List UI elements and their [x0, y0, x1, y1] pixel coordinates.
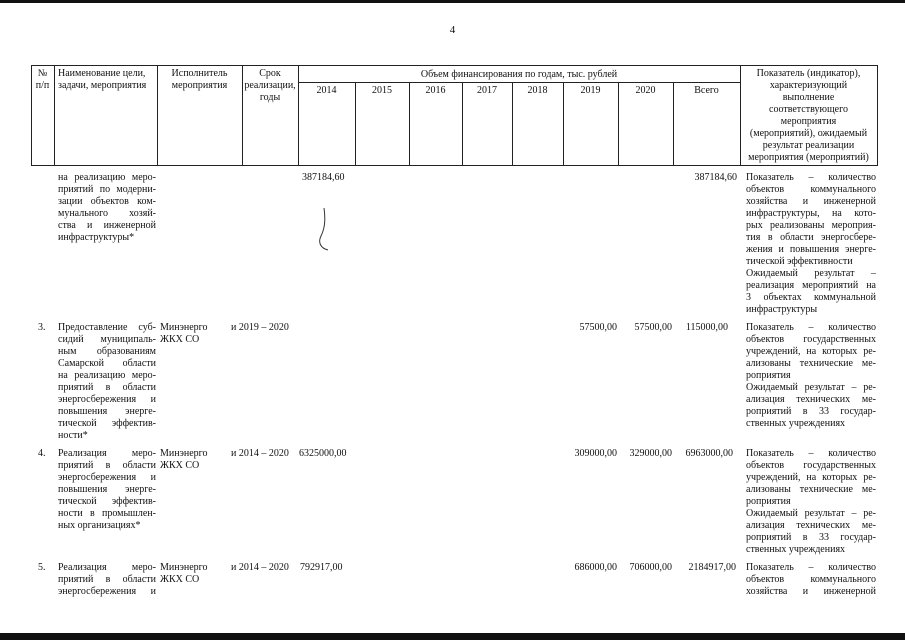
text-line: реализация мероприятий на [746, 280, 876, 291]
text-line: ализованы технические ме- [746, 484, 876, 495]
header-executor-line1: Исполнитель [171, 68, 228, 79]
page-number: 4 [449, 24, 456, 36]
value-2020: 706000,00 [629, 562, 672, 573]
text-line: объектов коммунального [746, 574, 876, 585]
text-line: 3 объектах коммунальной [746, 292, 876, 303]
text-line: инфраструктуры [746, 304, 818, 315]
value-2019: 309000,00 [574, 448, 617, 459]
header-indicator-line3: выполнение [782, 92, 835, 103]
header-year-2019: 2019 [580, 85, 601, 96]
text-line: Показатель – количество [746, 322, 876, 333]
header-funding-title: Объем финансирования по годам, тыс. рублей [420, 69, 618, 80]
text-line: ным образованиям [58, 346, 156, 357]
text-line: инфраструктуры, на кото- [746, 208, 876, 219]
text-line: ных организациях* [58, 520, 141, 531]
text-line: приятий в области [58, 574, 156, 585]
text-line: инфраструктуры* [58, 232, 135, 243]
header-indicator-line1: Показатель (индикатор), [756, 68, 861, 79]
value-total: 387184,60 [694, 172, 737, 183]
header-num-line1: № [37, 68, 48, 79]
executor-line2: ЖКХ СО [160, 460, 200, 471]
text-line: сидий муниципаль- [58, 334, 156, 345]
executor-line1: Минэнерго [160, 322, 208, 333]
header-period-line2: реализации, [244, 80, 296, 91]
period: и 2019 – 2020 [231, 322, 289, 333]
text-line: повышения энерге- [58, 484, 156, 495]
text-line: роприятий в 33 государ- [746, 532, 876, 543]
text-line: Ожидаемый результат – ре- [746, 508, 876, 519]
row-number: 4. [38, 448, 46, 459]
value-2020: 57500,00 [634, 322, 672, 333]
text-line: энергосбережения и [58, 394, 156, 405]
text-line: ализация технических ме- [746, 394, 876, 405]
text-line: ализация технических ме- [746, 520, 876, 531]
text-line: энергосбережения и [58, 472, 156, 483]
value-total: 6963000,00 [685, 448, 733, 459]
header-year-2015: 2015 [372, 85, 392, 96]
executor-line2: ЖКХ СО [160, 574, 200, 585]
text-line: ализованы технические ме- [746, 358, 876, 369]
header-year-2017: 2017 [477, 85, 497, 96]
text-line: роприятий в 33 государ- [746, 406, 876, 417]
header-indicator-line2: характеризующий [769, 80, 848, 91]
text-line: хозяйства и инженерной [746, 196, 876, 207]
value-total: 2184917,00 [688, 562, 736, 573]
text-line: приятий по модерни- [58, 184, 156, 195]
period: и 2014 – 2020 [231, 562, 289, 573]
text-line: тия в области энергосбере- [746, 232, 876, 243]
executor-line1: Минэнерго [160, 448, 208, 459]
text-line: учреждений, на которых ре- [746, 472, 876, 483]
row-number: 3. [38, 322, 46, 333]
value-total: 115000,00 [685, 322, 728, 333]
header-year-2016: 2016 [425, 85, 446, 96]
header-indicator-line6: (мероприятий), ожидаемый [749, 128, 868, 139]
text-line: приятий в области [58, 460, 156, 471]
header-period-line3: годы [259, 92, 281, 103]
executor-line2: ЖКХ СО [160, 334, 200, 345]
text-line: хозяйства и инженерной [746, 586, 876, 597]
text-line: Самарской области [58, 358, 156, 369]
text-line: Ожидаемый результат – [746, 268, 876, 279]
text-line: ственных учреждениях [746, 544, 846, 555]
text-line: Реализация меро- [58, 448, 156, 459]
header-year-2020: 2020 [635, 85, 656, 96]
text-line: тической эффектив- [58, 418, 156, 429]
text-line: ственных учреждениях [746, 418, 846, 429]
text-line: роприятия [746, 496, 791, 507]
text-line: Показатель – количество [746, 448, 876, 459]
text-line: Предоставление суб- [58, 322, 156, 333]
row-number: 5. [38, 562, 46, 573]
header-num-line2: п/п [35, 80, 50, 91]
header-executor-line2: мероприятия [171, 80, 228, 91]
text-line: Показатель – количество [746, 172, 876, 183]
text-line: энергосбережения и [58, 586, 156, 597]
top-border [0, 0, 905, 3]
text-line: объектов государственных [746, 334, 876, 345]
text-line: жения и повышения энерге- [746, 244, 876, 255]
text-line: зации объектов ком- [58, 196, 156, 207]
header-indicator-line7: результат реализации [762, 140, 855, 151]
bottom-border [0, 633, 905, 640]
value-2019: 686000,00 [574, 562, 617, 573]
period: и 2014 – 2020 [231, 448, 289, 459]
text-line: рых реализованы мероприя- [746, 220, 876, 231]
handwritten-mark [318, 206, 332, 252]
text-line: тической эффектив- [58, 496, 156, 507]
text-line: ности* [58, 430, 88, 441]
value-2014: 387184,60 [302, 172, 345, 183]
value-2014: 6325000,00 [299, 448, 347, 459]
text-line: на реализацию меро- [58, 172, 156, 183]
text-line: роприятия [746, 370, 791, 381]
text-line: приятий в области [58, 382, 156, 393]
value-2020: 329000,00 [629, 448, 672, 459]
text-line: Ожидаемый результат – ре- [746, 382, 876, 393]
text-line: Показатель – количество [746, 562, 876, 573]
text-line: тической эффективности [746, 256, 853, 267]
text-line: ства и инженерной [58, 220, 156, 231]
text-line: повышения энерге- [58, 406, 156, 417]
header-period-line1: Срок [259, 68, 281, 79]
text-line: объектов государственных [746, 460, 876, 471]
text-line: ности в промышлен- [58, 508, 156, 519]
value-2019: 57500,00 [579, 322, 617, 333]
text-line: на реализацию меро- [58, 370, 156, 381]
header-year-2014: 2014 [316, 85, 337, 96]
header-year-2018: 2018 [527, 85, 548, 96]
executor-line1: Минэнерго [160, 562, 208, 573]
value-2014: 792917,00 [300, 562, 343, 573]
header-year-total: Всего [694, 85, 719, 96]
text-line: мунального хозяй- [58, 208, 156, 219]
text-line: учреждений, на которых ре- [746, 346, 876, 357]
text-line: Реализация меро- [58, 562, 156, 573]
header-name: Наименование цели, задачи, мероприятия [58, 68, 147, 91]
header-indicator-line4: соответствующего [769, 104, 848, 115]
text-line: объектов коммунального [746, 184, 876, 195]
header-indicator-line8: мероприятия (мероприятий) [748, 152, 869, 163]
header-indicator-line5: мероприятия [780, 116, 837, 127]
